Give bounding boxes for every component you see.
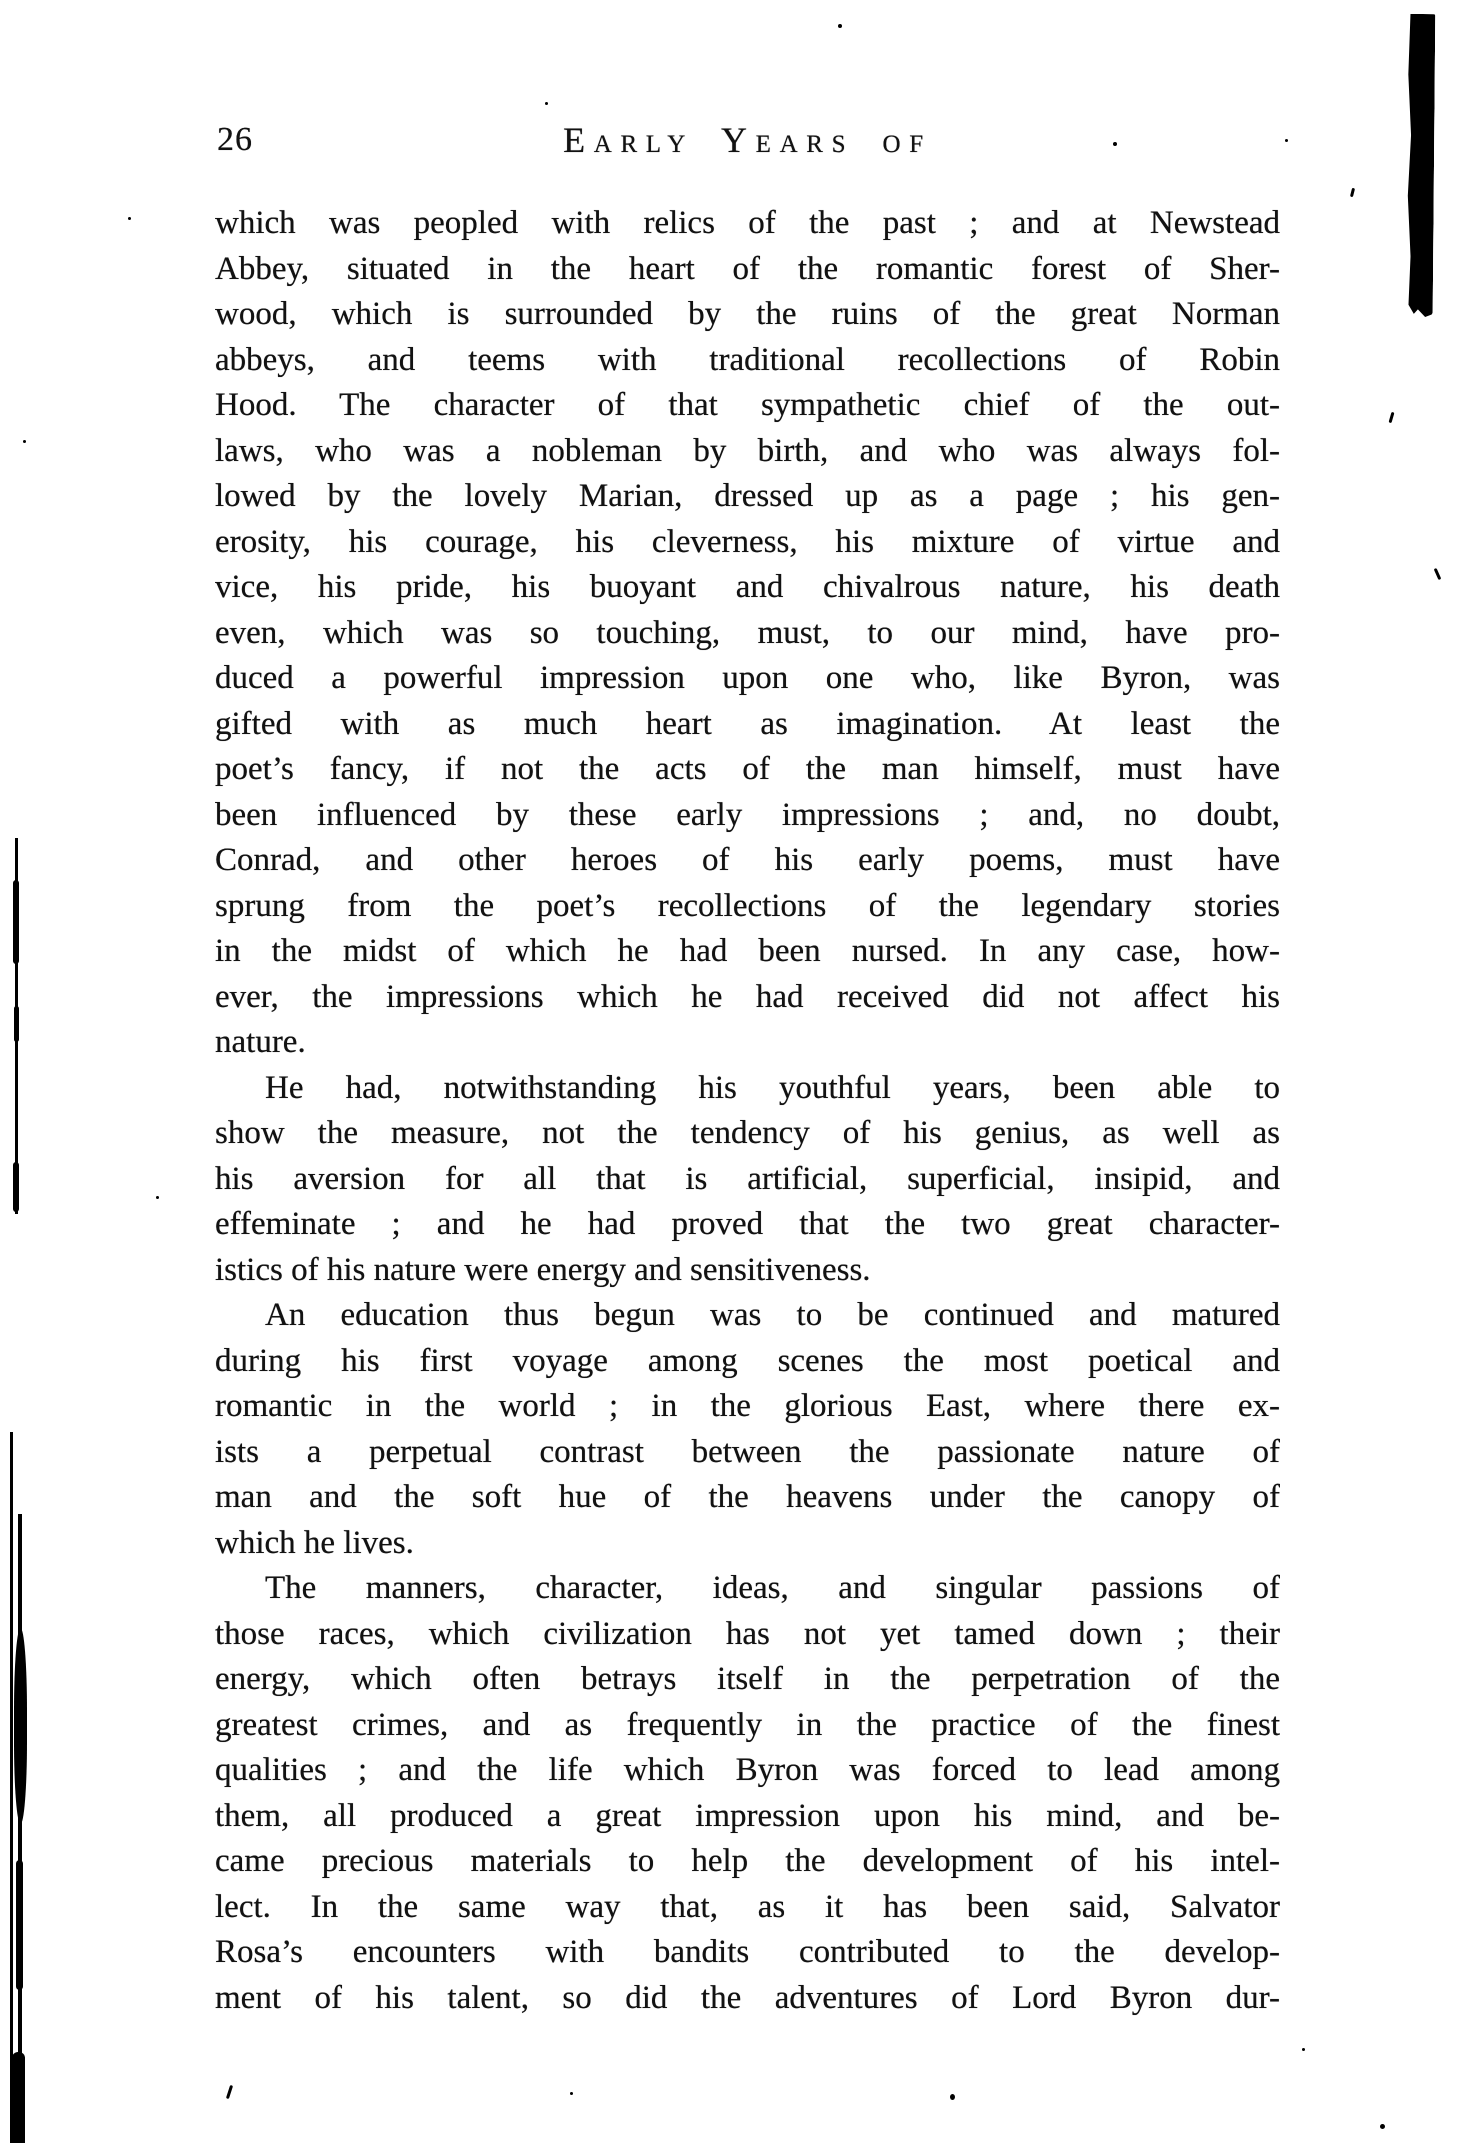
scan-gutter-blob xyxy=(16,1860,23,1990)
scan-speck xyxy=(545,102,548,105)
text-line: which was peopled with relics of the past ; and at Newstead xyxy=(215,205,1280,241)
scan-gutter-blob xyxy=(12,2052,25,2143)
scan-gutter-line xyxy=(14,1006,19,1042)
scan-speck xyxy=(1113,142,1117,146)
scan-edge-bar xyxy=(1406,14,1436,317)
scan-speck xyxy=(1434,568,1442,580)
text-line: istics of his nature were energy and sensitiveness. xyxy=(215,1251,871,1288)
text-line: his aversion for all that is artificial, superficial, insipid, and xyxy=(215,1160,1280,1197)
scan-speck xyxy=(570,2092,573,2095)
text-line: Hood. The character of that sympathetic chief of the out- xyxy=(215,387,1280,423)
text-line: Abbey, situated in the heart of the romantic forest of Sher- xyxy=(215,250,1280,287)
text-line: laws, who was a nobleman by birth, and who was always fol- xyxy=(215,432,1280,469)
text-line: An education thus begun was to be continued and matured xyxy=(265,1297,1280,1333)
scan-speck xyxy=(838,24,842,28)
scan-speck xyxy=(128,217,131,220)
text-line: duced a powerful impression upon one who, like Byron, was xyxy=(215,660,1280,696)
text-line: Conrad, and other heroes of his early poems, must have xyxy=(215,842,1280,878)
scan-speck xyxy=(1389,412,1395,423)
scan-speck xyxy=(950,2094,955,2100)
text-line: poet’s fancy, if not the acts of the man himself, must have xyxy=(215,751,1280,787)
text-line: erosity, his courage, his cleverness, his mixture of virtue and xyxy=(215,523,1280,560)
text-line: lowed by the lovely Marian, dressed up as a page ; his gen- xyxy=(215,478,1280,514)
text-line: greatest crimes, and as frequently in the practice of the finest xyxy=(215,1706,1280,1743)
text-line: even, which was so touching, must, to our mind, have pro- xyxy=(215,614,1280,651)
text-line: ment of his talent, so did the adventures of Lord Byron dur- xyxy=(215,1979,1280,2016)
text-line: Rosa’s encounters with bandits contributed to the develop- xyxy=(215,1934,1280,1970)
text-line: which he lives. xyxy=(215,1524,414,1561)
text-line: show the measure, not the tendency of his genius, as well as xyxy=(215,1115,1280,1151)
text-line: during his first voyage among scenes the most poetical and xyxy=(215,1342,1280,1379)
page-number: 26 xyxy=(217,121,253,158)
text-line: qualities ; and the life which Byron was forced to lead among xyxy=(215,1752,1280,1788)
scan-speck xyxy=(23,440,26,443)
scan-speck xyxy=(1285,139,1288,142)
text-line: them, all produced a great impression upon his mind, and be- xyxy=(215,1797,1280,1834)
page-header xyxy=(215,116,1280,164)
text-line: nature. xyxy=(215,1024,306,1060)
text-line: came precious materials to help the development of his intel- xyxy=(215,1843,1280,1879)
text-line: ists a perpetual contrast between the passionate nature of xyxy=(215,1433,1280,1470)
scan-gutter-line xyxy=(13,880,19,964)
text-line: been influenced by these early impressions ; and, no doubt, xyxy=(215,796,1280,833)
running-head-title: Early Years of xyxy=(563,120,932,160)
text-line: those races, which civilization has not yet tamed down ; their xyxy=(215,1615,1280,1652)
scan-gutter-line xyxy=(13,1162,19,1212)
text-line: lect. In the same way that, as it has been said, Salvator xyxy=(215,1888,1280,1925)
text-line: gifted with as much heart as imagination. At least the xyxy=(215,705,1280,742)
scan-gutter-line xyxy=(10,1432,13,2143)
body-text-block xyxy=(215,201,1280,2021)
text-line: The manners, character, ideas, and singular passions of xyxy=(265,1570,1280,1606)
scan-gutter-line xyxy=(18,1514,22,2143)
text-line: vice, his pride, his buoyant and chivalrous nature, his death xyxy=(215,569,1280,605)
text-line: romantic in the world ; in the glorious East, where there ex- xyxy=(215,1388,1280,1424)
text-line: man and the soft hue of the heavens under the canopy of xyxy=(215,1479,1280,1515)
scan-speck xyxy=(226,2085,233,2099)
text-line: abbeys, and teems with traditional recollections of Robin xyxy=(215,341,1280,378)
text-line: ever, the impressions which he had received did not affect his xyxy=(215,978,1280,1015)
scan-speck xyxy=(1350,188,1355,197)
scan-speck xyxy=(156,1196,159,1199)
scan-speck xyxy=(1380,2124,1385,2129)
text-line: in the midst of which he had been nursed. In any case, how- xyxy=(215,933,1280,969)
scan-gutter-blob xyxy=(14,1628,27,1824)
scan-speck xyxy=(1302,2048,1305,2051)
text-line: wood, which is surrounded by the ruins of the great Norman xyxy=(215,296,1280,332)
text-line: He had, notwithstanding his youthful years, been able to xyxy=(265,1069,1280,1106)
text-line: energy, which often betrays itself in the perpetration of the xyxy=(215,1661,1280,1697)
text-line: sprung from the poet’s recollections of the legendary stories xyxy=(215,887,1280,924)
text-line: effeminate ; and he had proved that the two great character- xyxy=(215,1206,1280,1242)
